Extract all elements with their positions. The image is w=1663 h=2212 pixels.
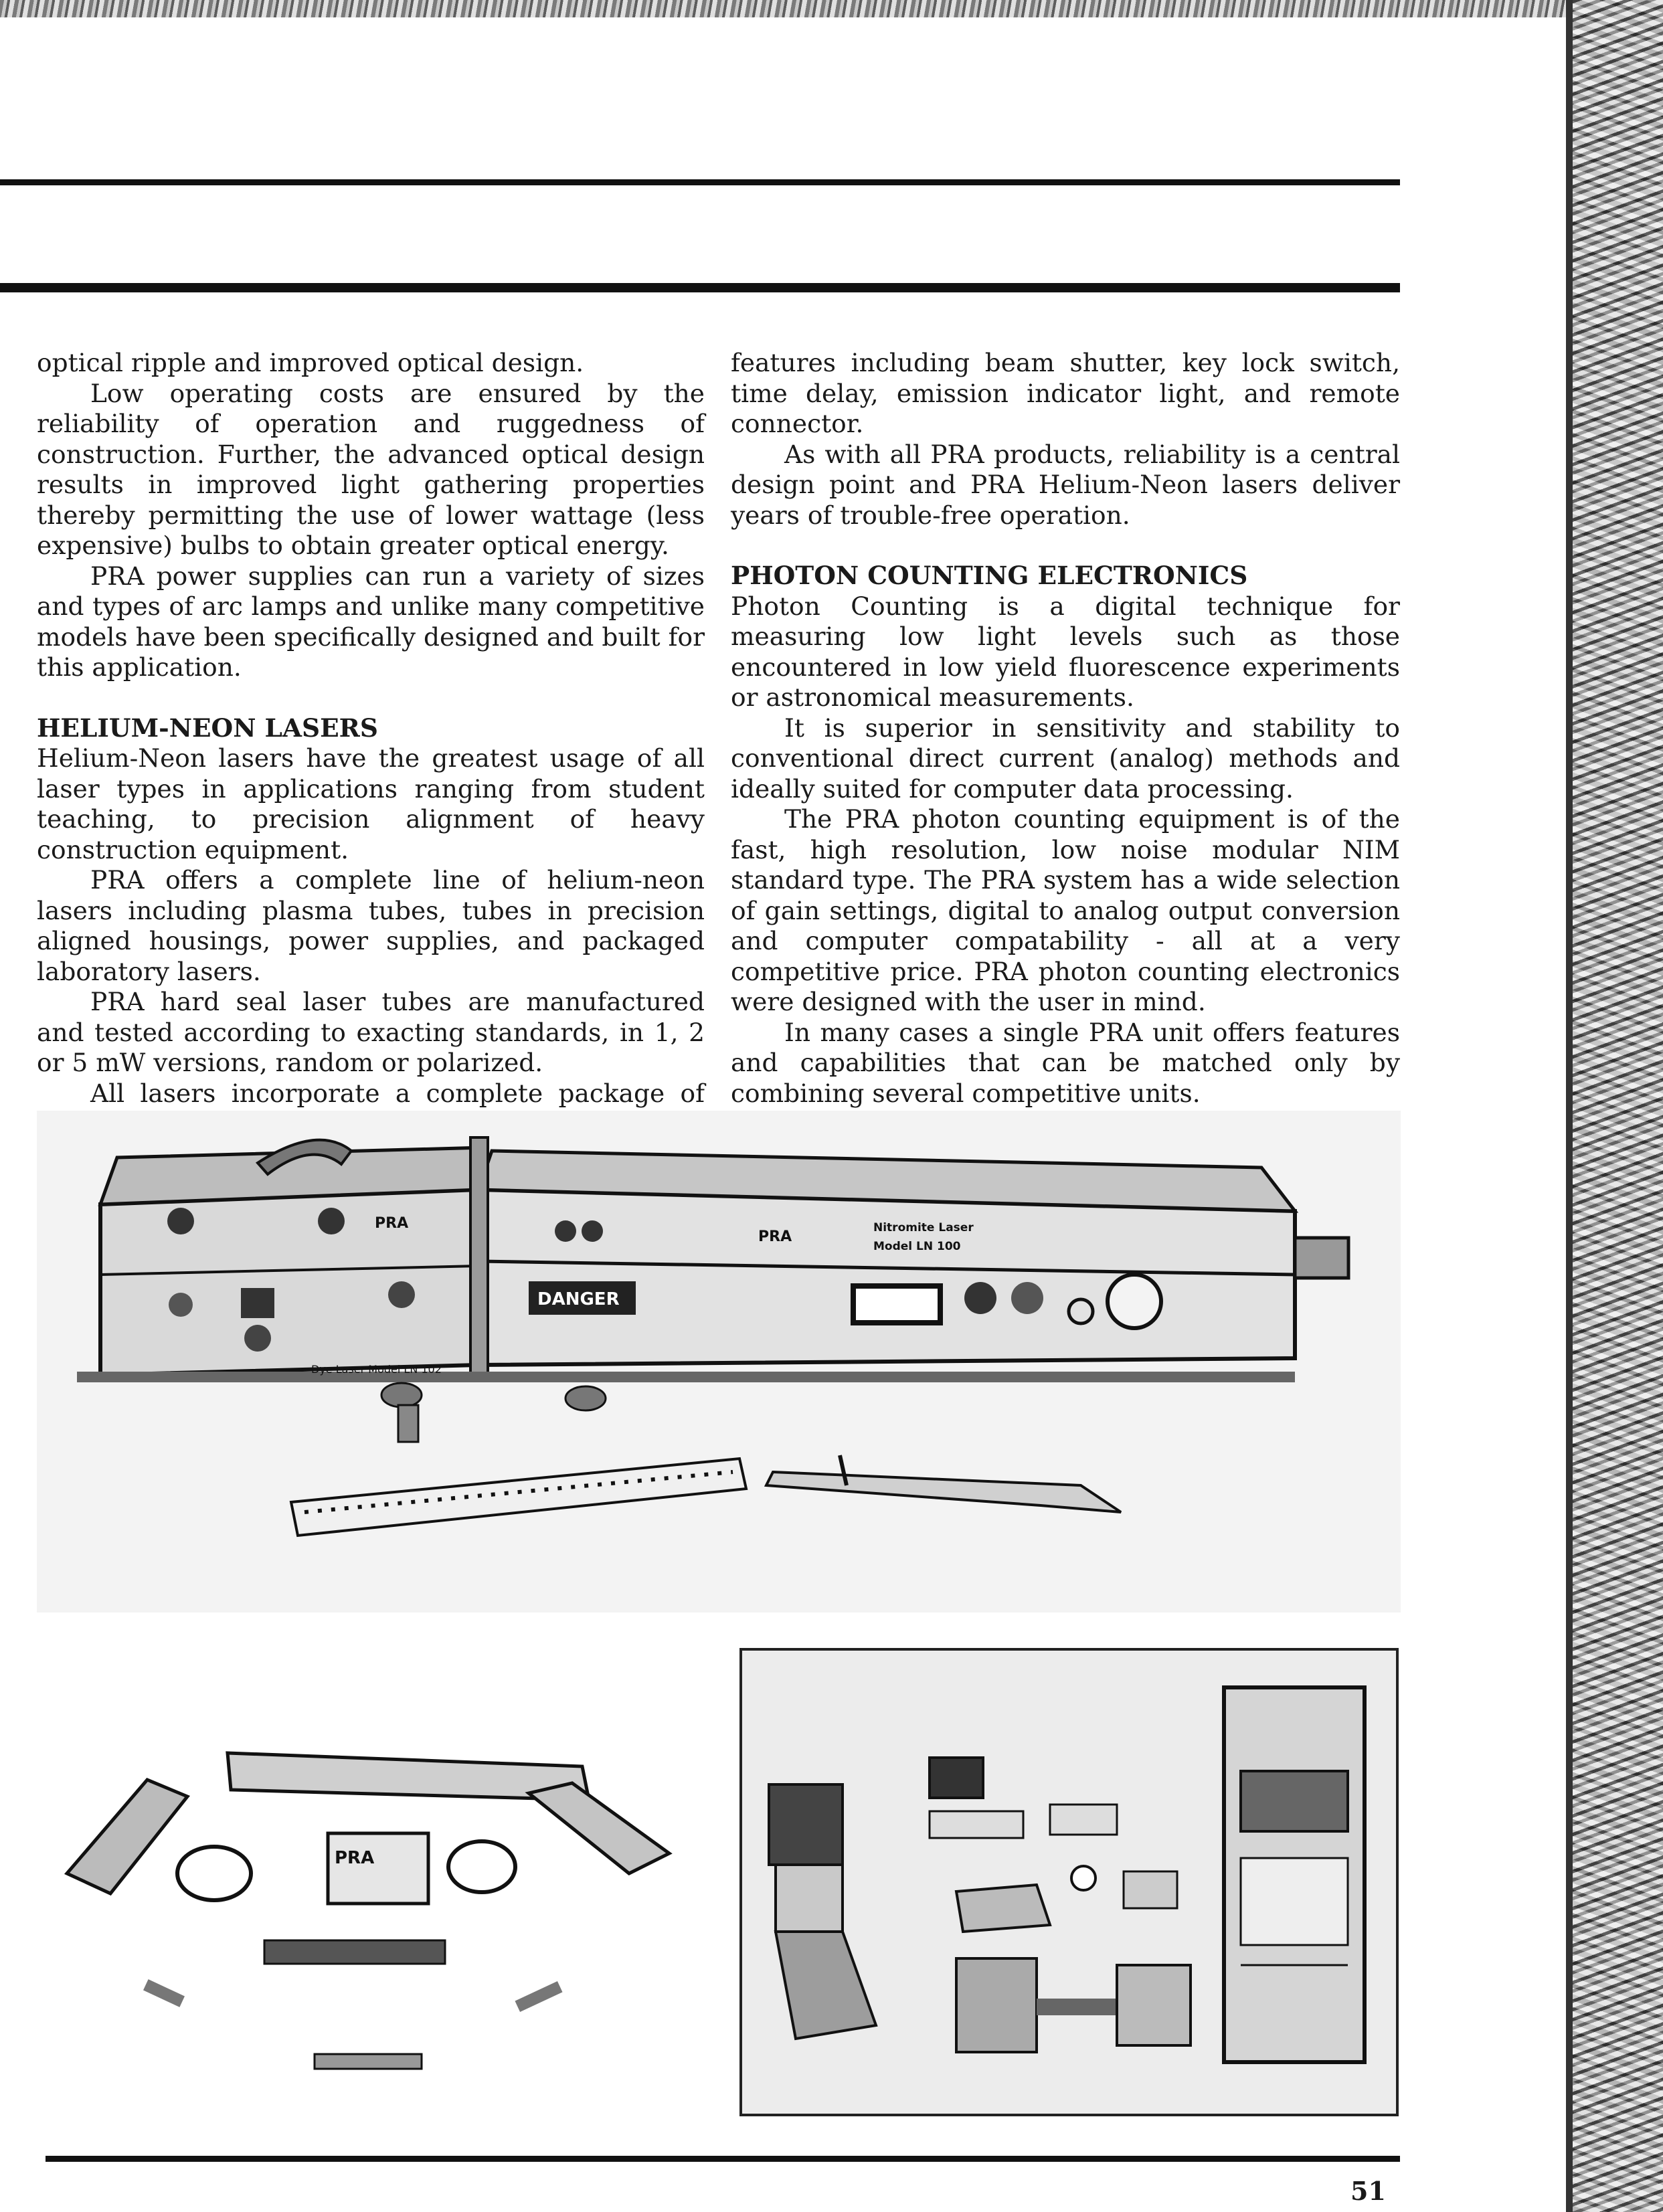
paragraph: PRA power supplies can run a variety of sizes and types of arc lamps and unlike many competitive models have been specifically designed and built for this application. [37, 561, 705, 682]
brand-label: PRA [335, 1848, 375, 1868]
photo-laser-system [37, 1111, 1401, 1612]
helium-neon-illustration [47, 1653, 716, 2108]
photon-counting-illustration [742, 1651, 1396, 2114]
scanned-top-edge [0, 0, 1663, 17]
page-number: 51 [1350, 2176, 1386, 2206]
brand-label-left: PRA [375, 1215, 409, 1232]
paragraph: All lasers incorporate a complete package of [90, 1078, 705, 1108]
paragraph: Helium-Neon lasers have the greatest usage of all laser types in applications ranging from student teaching, to precision alignment of heavy construction equipment. [37, 743, 705, 864]
photo-helium-neon-lasers [47, 1653, 716, 2108]
header-rule-bottom [0, 283, 1400, 292]
paragraph: features including beam shutter, key lock switch, time delay, emission indicator light, and remote connector. [731, 348, 1400, 438]
paragraph: It is superior in sensitivity and stability to conventional direct current (analog) methods and ideally suited for computer data processing. [731, 713, 1400, 804]
paragraph: In many cases a single PRA unit offers features and capabilities that can be matched only by combining several competitive units. [731, 1017, 1400, 1108]
danger-label: DANGER [537, 1289, 620, 1309]
nitromite-title-label: Nitromite Laser [873, 1221, 974, 1234]
nitromite-model-label: Model LN 100 [873, 1240, 961, 1253]
footer-rule [46, 2156, 1400, 2162]
brand-label-right: PRA [758, 1228, 792, 1245]
laser-system-illustration [37, 1111, 1401, 1612]
paragraph: Low operating costs are ensured by the reliability of operation and ruggedness of construction. Further, the advanced optical design results in improved light gathering properties thereby permitting the use of lower wattage (less expensive) bulbs to obtain greater optical energy. [37, 378, 705, 560]
scanned-right-edge [1573, 0, 1663, 2212]
dye-laser-model-label: Dye Laser Model LN 102 [311, 1363, 442, 1376]
paragraph: The PRA photon counting equipment is of the fast, high resolution, low noise modular NIM standard type. The PRA system has a wide selection of gain settings, digital to analog output conversion and computer compatability - all at a very competitive price. PRA photon counting electronics were designed with the user in mind. [731, 804, 1400, 1016]
paragraph: PRA offers a complete line of helium-neon lasers including plasma tubes, tubes in precision aligned housings, power supplies, and packaged laboratory lasers. [37, 865, 705, 986]
paragraph: PRA hard seal laser tubes are manufactured and tested according to exacting standards, in 1, 2 or 5 mW versions, random or polarized. [37, 987, 705, 1077]
left-text-column [37, 348, 705, 1139]
section-heading-photon-counting: PHOTON COUNTING ELECTRONICS [731, 561, 1248, 590]
photo-photon-counting-electronics [739, 1648, 1399, 2116]
paragraph: optical ripple and improved optical design. [37, 348, 584, 377]
right-text-column [731, 348, 1400, 1109]
section-heading-helium-neon: HELIUM-NEON LASERS [37, 713, 378, 743]
paragraph: Photon Counting is a digital technique for measuring low light levels such as those encountered in low yield fluorescence experiments or astronomical measurements. [731, 591, 1400, 712]
header-rule-top [0, 179, 1400, 185]
paragraph: As with all PRA products, reliability is a central design point and PRA Helium-Neon lasers deliver years of trouble-free operation. [731, 439, 1400, 530]
